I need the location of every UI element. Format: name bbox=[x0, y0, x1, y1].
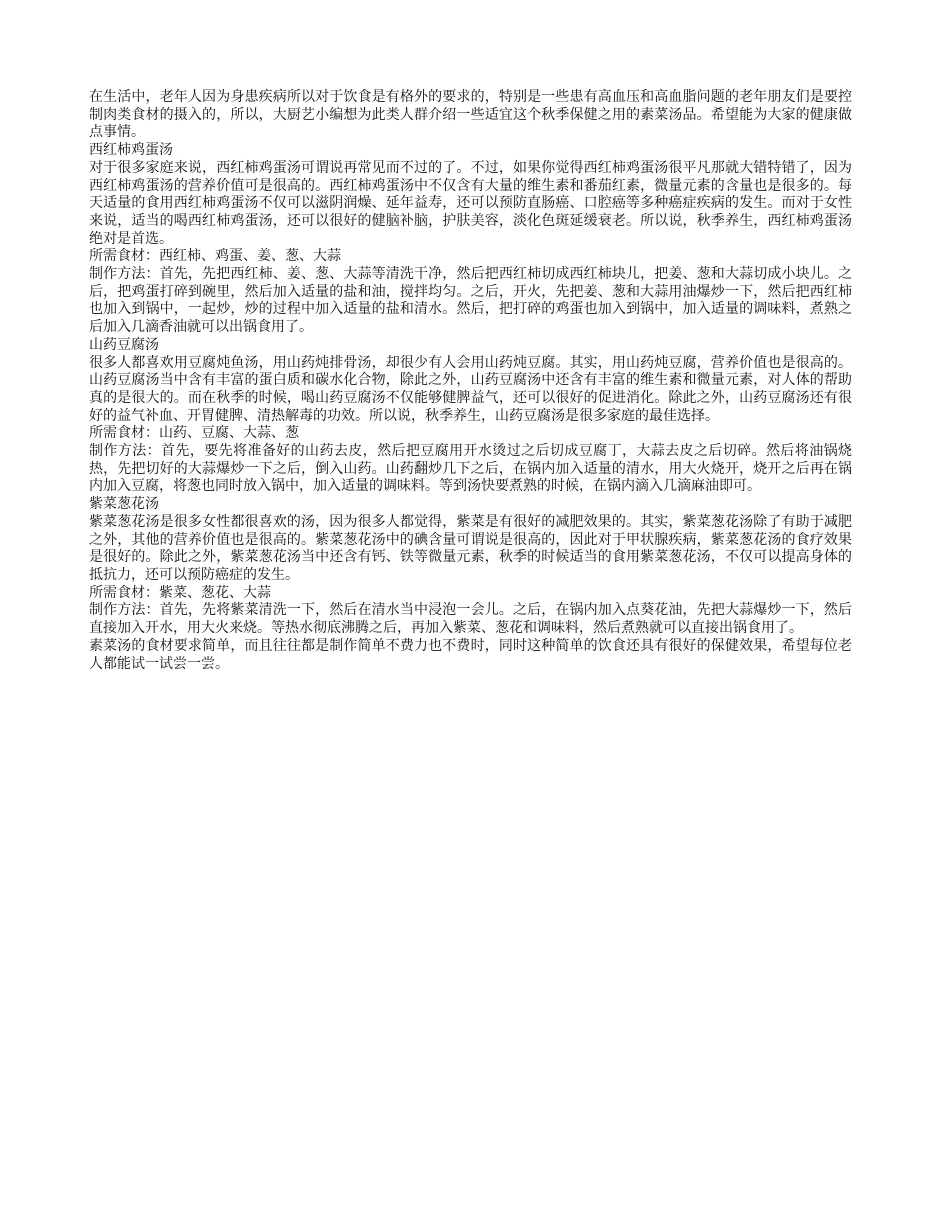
recipe-title-seaweed-scallion-soup: 紫菜葱花汤 bbox=[89, 496, 159, 513]
article-body bbox=[89, 89, 852, 673]
recipe-description: 紫菜葱花汤是很多女性都很喜欢的汤，因为很多人都觉得，紫菜是有很好的减肥效果的。其实，紫菜葱花汤除了有助于减肥之外，其他的营养价值也是很高的。紫菜葱花汤中的碘含量可谓说是很高的，因此对于甲状腺疾病，紫菜葱花汤的食疗效果是很好的。除此之外，紫菜葱花汤当中还含有钙、铁等微量元素，秋季的时候适当的食用紫菜葱花汤，不仅可以提高身体的抵抗力，还可以预防癌症的发生。 bbox=[89, 513, 852, 583]
recipe-ingredients: 所需食材：西红柿、鸡蛋、姜、葱、大蒜 bbox=[89, 248, 341, 265]
recipe-description: 很多人都喜欢用豆腐炖鱼汤，用山药炖排骨汤，却很少有人会用山药炖豆腐。其实，用山药炖豆腐，营养价值也是很高的。山药豆腐汤当中含有丰富的蛋白质和碳水化合物，除此之外，山药豆腐汤中还含有丰富的维生素和微量元素，对人体的帮助真的是很大的。而在秋季的时候，喝山药豆腐汤不仅能够健脾益气，还可以很好的促进消化。除此之外，山药豆腐汤还有很好的益气补血、开胃健脾、清热解毒的功效。所以说，秋季养生，山药豆腐汤是很多家庭的最佳选择。 bbox=[89, 354, 852, 424]
recipe-description: 对于很多家庭来说，西红柿鸡蛋汤可谓说再常见而不过的了。不过，如果你觉得西红柿鸡蛋汤很平凡那就大错特错了，因为西红柿鸡蛋汤的营养价值可是很高的。西红柿鸡蛋汤中不仅含有大量的维生素和番茄红素，微量元素的含量也是很多的。每天适量的食用西红柿鸡蛋汤不仅可以滋阴润燥、延年益寿，还可以预防直肠癌、口腔癌等多种癌症疾病的发生。而对于女性来说，适当的喝西红柿鸡蛋汤，还可以很好的健脑补脑，护肤美容，淡化色斑延缓衰老。所以说，秋季养生，西红柿鸡蛋汤绝对是首选。 bbox=[89, 159, 852, 247]
recipe-title-tomato-egg-soup: 西红柿鸡蛋汤 bbox=[89, 142, 173, 159]
recipe-ingredients: 所需食材：山药、豆腐、大蒜、葱 bbox=[89, 425, 299, 442]
recipe-method: 制作方法：首先，先把西红柿、姜、葱、大蒜等清洗干净，然后把西红柿切成西红柿块儿，把姜、葱和大蒜切成小块儿。之后，把鸡蛋打碎到碗里，然后加入适量的盐和油，搅拌均匀。之后，开火，先把姜、葱和大蒜用油爆炒一下，然后把西红柿也加入到锅中，一起炒，炒的过程中加入适量的盐和清水。然后，把打碎的鸡蛋也加入到锅中，加入适量的调味料，煮熟之后加入几滴香油就可以出锅食用了。 bbox=[89, 266, 852, 336]
recipe-method: 制作方法：首先，要先将准备好的山药去皮，然后把豆腐用开水烫过之后切成豆腐丁，大蒜去皮之后切碎。然后将油锅烧热，先把切好的大蒜爆炒一下之后，倒入山药。山药翻炒几下之后，在锅内加入适量的清水，用大火烧开，烧开之后再在锅内加入豆腐，将葱也同时放入锅中，加入适量的调味料。等到汤快要煮熟的时候，在锅内滴入几滴麻油即可。 bbox=[89, 443, 852, 495]
recipe-method: 制作方法：首先，先将紫菜清洗一下，然后在清水当中浸泡一会儿。之后，在锅内加入点葵花油，先把大蒜爆炒一下，然后直接加入开水，用大火来烧。等热水彻底沸腾之后，再加入紫菜、葱花和调味料，然后煮熟就可以直接出锅食用了。 bbox=[89, 602, 852, 637]
conclusion-paragraph: 素菜汤的食材要求简单，而且往往都是制作简单不费力也不费时，同时这种简单的饮食还具有很好的保健效果，希望每位老人都能试一试尝一尝。 bbox=[89, 637, 852, 672]
intro-paragraph: 在生活中，老年人因为身患疾病所以对于饮食是有格外的要求的，特别是一些患有高血压和高血脂问题的老年朋友们是要控制肉类食材的摄入的，所以，大厨艺小编想为此类人群介绍一些适宜这个秋季保健之用的素菜汤品。希望能为大家的健康做点事情。 bbox=[89, 89, 852, 141]
recipe-ingredients: 所需食材：紫菜、葱花、大蒜 bbox=[89, 584, 271, 601]
recipe-title-yam-tofu-soup: 山药豆腐汤 bbox=[89, 336, 159, 353]
